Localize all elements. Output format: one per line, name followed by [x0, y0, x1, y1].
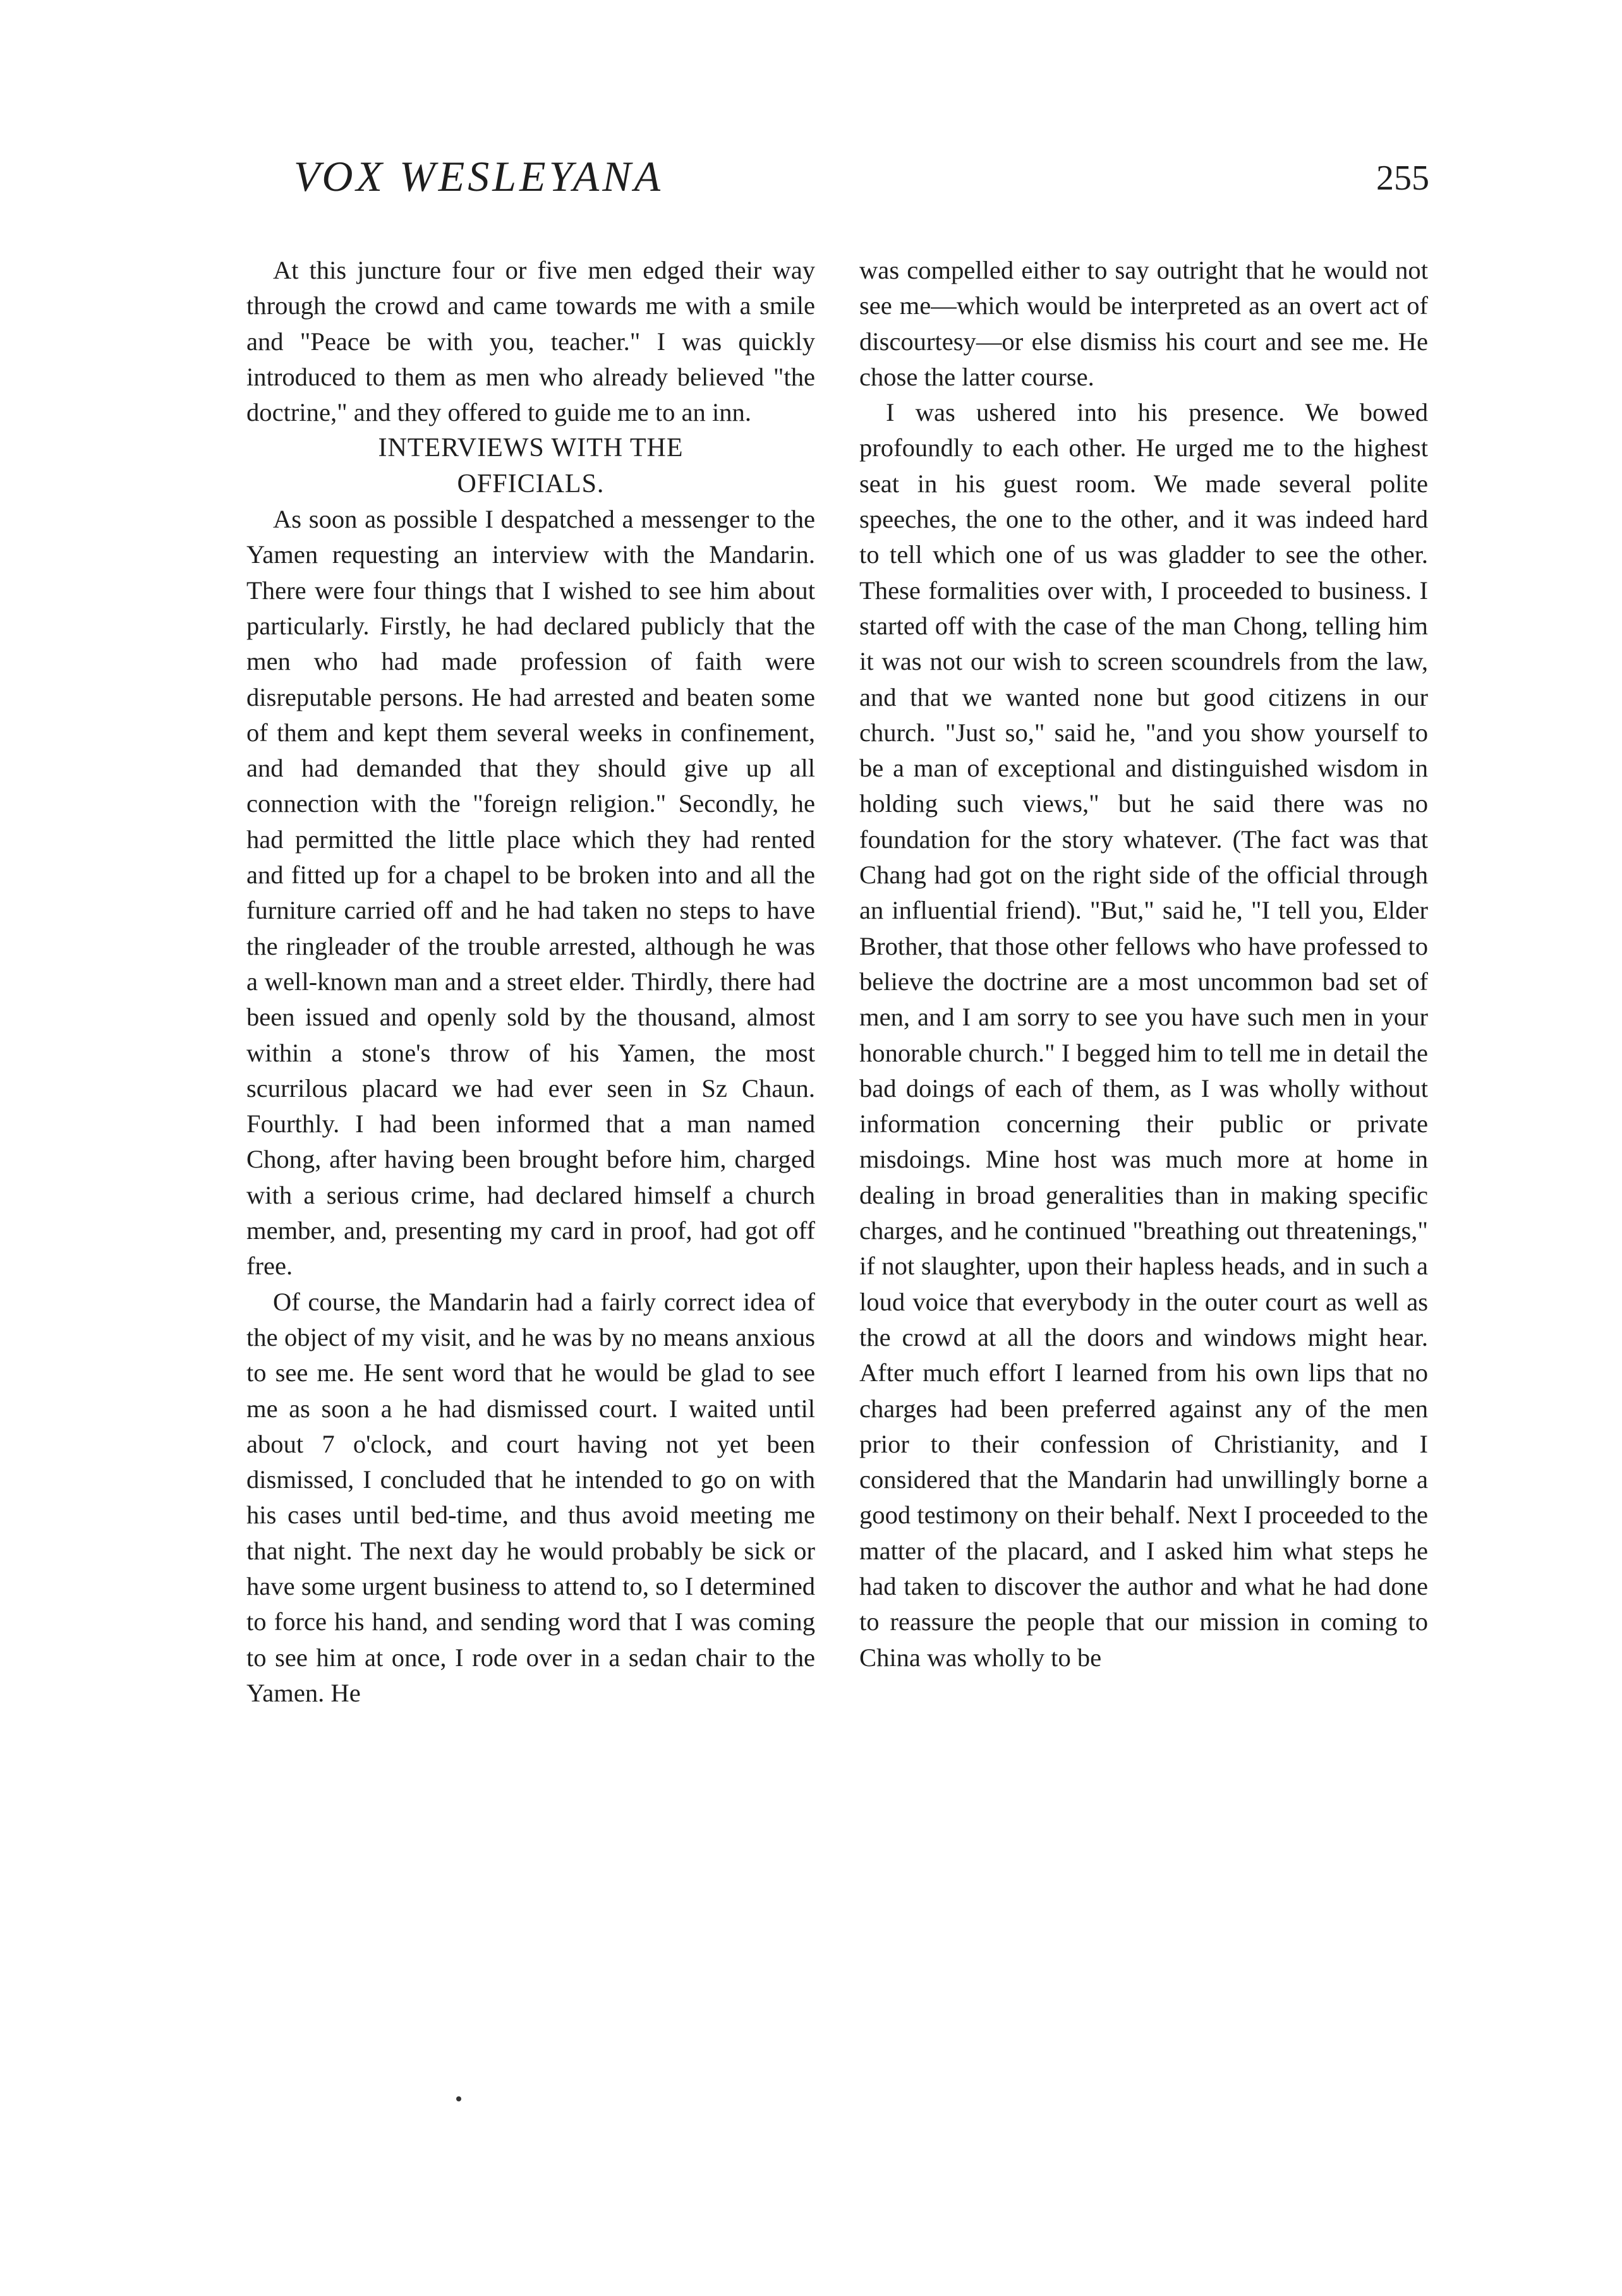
- ink-dot: [456, 2096, 461, 2101]
- paragraph: At this juncture four or five men edged their way through the crowd and came towards me with a smile and "Peace be with you, teacher." I was quickly introduced to them as men who already believed "the doctrine," and they offered to guide me to an inn.: [246, 256, 815, 427]
- paragraph: Of course, the Mandarin had a fairly correct idea of the object of my visit, and he was by no means anxious to see me. He sent word that he would be glad to see me as soon a he had dismissed court. I waited until about 7 o'clock, and court having not yet been dismissed, I concluded that he intended to go on with his cases until bed-time, and thus avoid meeting me that night. The next day he would probably be sick or have some urgent business to attend to, so I determined to force his hand, and sending word that I was coming to see him at once, I rode over in a sedan chair to the Yamen. He: [246, 1287, 815, 1707]
- section-heading-line: OFFICIALS.: [457, 469, 605, 498]
- section-heading-line: INTERVIEWS WITH THE: [378, 433, 684, 463]
- section-heading: [246, 430, 815, 502]
- right-column: [859, 253, 1428, 2148]
- page-header: [0, 152, 1622, 208]
- page-number: 255: [1376, 159, 1429, 198]
- running-title: VOX WESLEYANA: [293, 152, 664, 200]
- left-column: [246, 253, 815, 2148]
- paragraph: I was ushered into his presence. We bowed profoundly to each other. He urged me to the highest seat in his guest room. We made several polite speeches, the one to the other, and it was indeed hard to tell which one of us was gladder to see the other. These formalities over with, I proceeded to business. I started off with the case of the man Chong, telling him it was not our wish to screen scoundrels from the law, and that we wanted none but good citizens in our church. "Just so," said he, "and you show yourself to be a man of exceptional and distinguished wisdom in holding such views," but he said there was no foundation for the story whatever. (The fact was that Chang had got on the right side of the official through an influential friend). "But," said he, "I tell you, Elder Brother, that those other fellows who have professed to believe the doctrine are a most uncommon bad set of men, and I am sorry to see you have such men in your honorable church." I begged him to tell me in detail the bad doings of each of them, as I was wholly without information concerning their public or private misdoings. Mine host was much more at home in dealing in broad generalities than in making specific charges, and he continued "breathing out threatenings," if not slaughter, upon their hapless heads, and in such a loud voice that everybody in the outer court as well as the crowd at all the doors and windows might hear. After much effort I learned from his own lips that no charges had been preferred against any of the men prior to their confession of Christianity, and I considered that the Mandarin had unwillingly borne a good testimony on their behalf. Next I proceeded to the matter of the placard, and I asked him what steps he had taken to discover the author and what he had done to reassure the people that our mission in coming to China was wholly to be: [859, 398, 1428, 1672]
- paragraph: was compelled either to say outright that he would not see me—which would be interpreted as an overt act of discourtesy—or else dismiss his court and see me. He chose the latter course.: [859, 256, 1428, 391]
- paragraph: As soon as possible I despatched a messenger to the Yamen requesting an interview with the Mandarin. There were four things that I wished to see him about particularly. Firstly, he had declared publicly that the men who had made profession of faith were disreputable persons. He had arrested and beaten some of them and kept them several weeks in confinement, and had demanded that they should give up all connection with the "foreign religion." Secondly, he had permitted the little place which they had rented and fitted up for a chapel to be broken into and all the furniture carried off and he had taken no steps to have the ringleader of the trouble arrested, although he was a well-known man and a street elder. Thirdly, there had been issued and openly sold by the thousand, almost within a stone's throw of his Yamen, the most scurrilous placard we had ever seen in Sz Chaun. Fourthly. I had been informed that a man named Chong, after having been brought before him, charged with a serious crime, had declared himself a church member, and, presenting my card in proof, had got off free.: [246, 505, 815, 1281]
